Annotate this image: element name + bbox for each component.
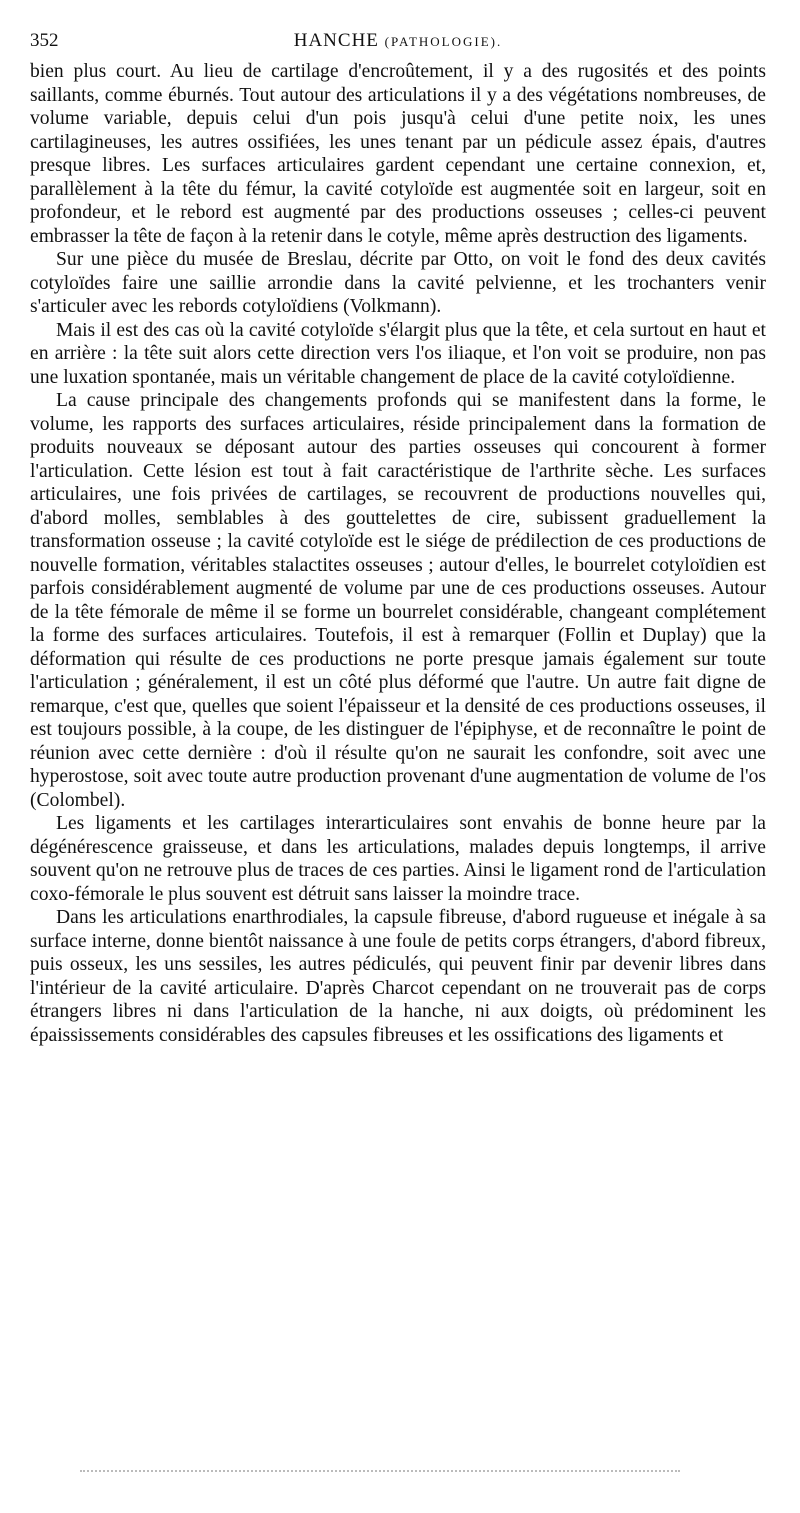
- page: [30, 30, 766, 1047]
- paragraph: Dans les articulations enarthrodiales, la capsule fibreuse, d'abord rugueuse et inégale à sa surface interne, donne bientôt naissance à une foule de petits corps étrangers, d'abord fibreux, puis osseux, les uns sessiles, les autres pédiculés, qui peuvent finir par devenir libres dans l'intérieur de la cavité articulaire. D'après Charcot cependant on ne trouverait pas de corps étrangers libres ni dans l'articulation de la hanche, ni aux doigts, où prédominent les épaississements considérables des capsules fibreuses et les ossifications des ligaments et: [30, 907, 766, 1046]
- running-title: [30, 30, 766, 52]
- running-title-main: HANCHE: [293, 30, 379, 51]
- paragraph: Mais il est des cas où la cavité cotyloïde s'élargit plus que la tête, et cela surtout en haut et en arrière : la tête suit alors cette direction vers l'os iliaque, et l'on voit se produire, non pas une luxation spontanée, mais un véritable changement de place de la cavité cotyloïdienne.: [30, 319, 766, 388]
- footer-print-marks: [80, 1470, 680, 1478]
- paragraph: La cause principale des changements profonds qui se manifestent dans la forme, le volume, les rapports des surfaces articulaires, réside principalement dans la formation de produits nouveaux se déposant autour des parties osseuses qui concourent à former l'articulation. Cette lésion est tout à fait caractéristique de l'arthrite sèche. Les surfaces articulaires, une fois privées de cartilages, se recouvrent de productions nouvelles qui, d'abord molles, semblables à des gouttelettes de cire, subissent graduellement la transformation osseuse ; la cavité cotyloïde est le siége de prédilection de ces productions de nouvelle formation, véritables stalactites osseuses ; autour d'elles, le bourrelet cotyloïdien est parfois considérablement augmenté de volume par une de ces productions osseuses. Autour de la tête fémorale de même il se forme un bourrelet considérable, changeant complétement la forme des surfaces articulaires. Toutefois, il est à remarquer (Follin et Duplay) que la déformation qui résulte de ces productions ne porte presque jamais également sur toute l'articulation ; généralement, il est un côté plus déformé que l'autre. Un autre fait digne de remarque, c'est que, quelles que soient l'épaisseur et la densité de ces productions osseuses, il est toujours possible, à la coupe, de les distinguer de l'épiphyse, et de reconnaître le point de réunion avec cette dernière : d'où il résulte qu'on ne saurait les confondre, soit avec une hyperostose, soit avec toute autre production provenant d'une augmentation de volume de l'os (Colombel).: [30, 390, 766, 811]
- page-number: 352: [30, 30, 59, 51]
- body-text: [30, 60, 766, 1047]
- running-title-sub: (PATHOLOGIE).: [384, 34, 503, 49]
- paragraph: Sur une pièce du musée de Breslau, décrite par Otto, on voit le fond des deux cavités cotyloïdes faire une saillie arrondie dans la cavité pelvienne, et les trochanters venir s'articuler avec les rebords cotyloïdiens (Volkmann).: [30, 249, 766, 317]
- paragraph: Les ligaments et les cartilages interarticulaires sont envahis de bonne heure par la dégénérescence graisseuse, et dans les articulations, malades depuis longtemps, il arrive souvent qu'on ne retrouve plus de traces de ces parties. Ainsi le ligament rond de l'articulation coxo-fémorale le plus souvent est détruit sans laisser la moindre trace.: [30, 813, 766, 905]
- paragraph: bien plus court. Au lieu de cartilage d'encroûtement, il y a des rugosités et des points saillants, comme éburnés. Tout autour des articulations il y a des végétations nombreuses, de volume variable, depuis celui d'un pois jusqu'à celui d'une petite noix, les unes cartilagineuses, les autres ossifiées, les unes tenant par un pédicule assez épais, d'autres presque libres. Les surfaces articulaires gardent cependant une certaine connexion, et, parallèlement à la tête du fémur, la cavité cotyloïde est augmentée soit en largeur, soit en profondeur, et le rebord est augmenté par des productions osseuses ; celles-ci peuvent embrasser la tête de façon à la retenir dans le cotyle, même après destruction des ligaments.: [30, 61, 766, 247]
- page-header: [30, 30, 766, 60]
